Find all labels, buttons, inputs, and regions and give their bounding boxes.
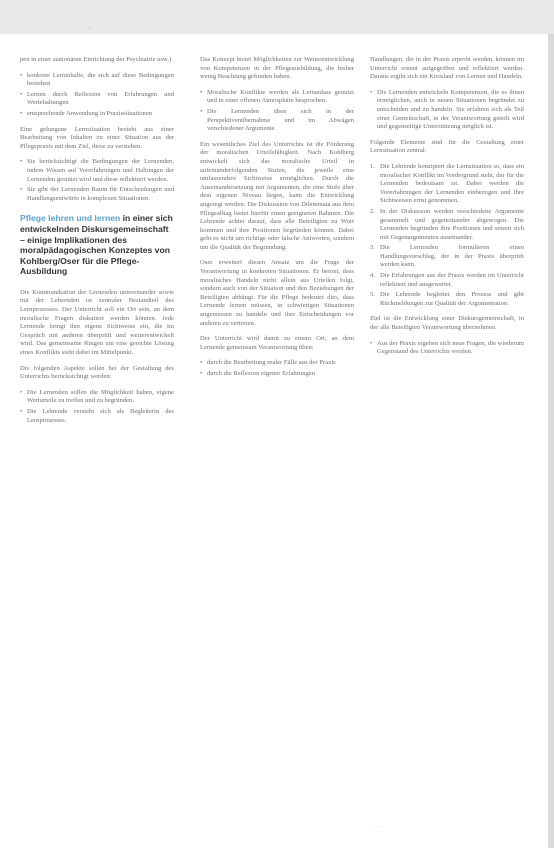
bullet-list bbox=[200, 359, 354, 378]
bullet-list bbox=[370, 340, 524, 357]
bullet-list bbox=[20, 389, 174, 425]
list-item: Die Lehrende konzipiert die Lernsituation so, dass ein moralischer Konflikt im Vordergrund steht, der für die Lernenden bedeutsam ist. Dabei werden die Vorerfahrungen der Lernenden einbezogen und ihre Sichtweisen ernst genommen. bbox=[380, 162, 524, 205]
column-1 bbox=[20, 56, 174, 432]
paragraph: Ziel ist die Entwicklung einer Diskursgemeinschaft, in der alle Beteiligten Verantwortung übernehmen. bbox=[370, 315, 524, 332]
list-item: • Die Lernenden üben sich in der Perspektivenübernahme und im Abwägen verschiedener Argumente. bbox=[207, 108, 354, 134]
page-edge bbox=[548, 34, 554, 848]
bullet-list bbox=[20, 158, 174, 203]
list-item: • Die Lernenden sollen die Möglichkeit haben, eigene Werturteile zu treffen und zu begründen. bbox=[27, 389, 174, 406]
list-item: • Moralische Konflikte werden als Lernanlass genutzt und in einer offenen Atmosphäre besprochen. bbox=[207, 89, 354, 106]
list-item: • Sie gibt der Lernenden Raum für Entscheidungen und Handlungsentwürfe in komplexen Situationen. bbox=[27, 186, 174, 203]
paragraph: Oser erweitert diesen Ansatz um die Frage der Verantwortung in konkreten Situationen. Er betont, dass moralisches Handeln nicht allein aus Urteilen folgt, sondern auch von der Situation und den Beziehungen der Beteiligten abhängt. Für die Pflege bedeutet dies, dass Lernende lernen müssen, in schwierigen Situationen angemessen zu handeln und ihre Entscheidungen vor anderen zu vertreten. bbox=[200, 259, 354, 327]
heading-rest: in einer sich entwickelnden Diskursgemeinschaft – einige Implikationen des moralpädagogischen Konzeptes von Kohlberg/Oser für die Pflege-Ausbildung bbox=[20, 213, 173, 277]
paragraph: Die Kommunikation der Lernenden untereinander sowie mit der Lehrenden ist zentraler Bestandteil des Lernprozesses. Der Unterricht soll ein Ort sein, an dem moralische Fragen diskutiert werden können. Jede Lernende bringt ihre eigene Sichtweise ein, die im Gespräch mit anderen überprüft und weiterentwickelt wird. Das gemeinsame Ringen um eine gerechte Lösung eines Konflikts steht dabei im Mittelpunkt. bbox=[20, 288, 174, 357]
bullet-list bbox=[370, 89, 524, 132]
bullet-list bbox=[20, 72, 174, 119]
list-item: • Aus der Praxis ergeben sich neue Fragen, die wiederum Gegenstand des Unterrichts werden. bbox=[377, 340, 524, 357]
paragraph: Eine gelungene Lernsituation besteht aus einer Bearbeitung von Inhalten zu einer Situation aus der Pflegepraxis mit dem Ziel, diese zu verstehen. bbox=[20, 125, 174, 150]
list-item: Die Lehrende begleitet den Prozess und gibt Rückmeldungen zur Qualität der Argumentation. bbox=[380, 291, 524, 307]
list-item: Die Erfahrungen aus der Praxis werden im Unterricht reflektiert und ausgewertet. bbox=[380, 272, 524, 288]
list-item: • Die Lernenden entwickeln Kompetenzen, die es ihnen ermöglichen, auch in neuen Situationen begründet zu entscheiden und zu handeln. Sie erfahren sich als Teil einer Gemeinschaft, in der Verantwortung geteilt wird und gegenseitige Unterstützung möglich ist. bbox=[377, 89, 524, 132]
paragraph: Ein wesentliches Ziel des Unterrichts ist die Förderung der moralischen Urteilsfähigkeit. Nach Kohlberg entwickelt sich das moralische Urteil in aufeinanderfolgenden Stufen, die jeweils eine umfassendere Sichtweise ermöglichen. Durch die Auseinandersetzung mit Argumenten, die eine Stufe über dem eigenen Niveau liegen, kann die Entwicklung angeregt werden. Die Diskussion von Dilemmata aus dem Pflegealltag bietet hierfür einen geeigneten Rahmen. Die Lehrende achtet darauf, dass alle Beteiligten zu Wort kommen und ihre Positionen begründen können. Dabei geht es nicht um richtige oder falsche Antworten, sondern um die Qualität der Begründung. bbox=[200, 140, 354, 251]
paragraph: Der Unterricht wird damit zu einem Ort, an dem Lernende gemeinsam Verantwortung üben: bbox=[200, 335, 354, 351]
paragraph: Folgende Elemente sind für die Gestaltung einer Lernsituation zentral: bbox=[370, 138, 524, 155]
column-3 bbox=[370, 56, 524, 364]
list-item: • Die Lehrende versteht sich als Begleiterin des Lernprozesses. bbox=[27, 408, 174, 425]
heading-highlight: Pflege lehren und lernen bbox=[20, 213, 121, 224]
numbered-list bbox=[370, 163, 524, 309]
list-item: • durch die Reflexion eigener Erfahrungen bbox=[207, 370, 354, 379]
list-item: In der Diskussion werden verschiedene Argumente gesammelt und gegeneinander abgewogen. Die Lernenden begründen ihre Positionen und setzen sich mit Gegenargumenten auseinander. bbox=[380, 207, 524, 241]
paragraph: pen in einer stationären Einrichtung der Psychiatrie usw.) bbox=[20, 56, 172, 63]
list-item: Die Lernenden formulieren einen Handlungsvorschlag, der in der Praxis überprüft werden kann. bbox=[380, 244, 524, 269]
list-item: • Lernen durch Reflexion von Erfahrungen und Wertehaltungen bbox=[27, 91, 174, 108]
bullet-list bbox=[200, 89, 354, 134]
paragraph: Die folgenden Aspekte sollen bei der Gestaltung des Unterrichts berücksichtigt werden: bbox=[20, 364, 174, 381]
list-item: • durch die Bearbeitung realer Fälle aus der Praxis bbox=[207, 359, 354, 368]
column-2 bbox=[200, 56, 354, 386]
page-footer: · · · bbox=[372, 824, 382, 830]
header-mark: · bbox=[88, 24, 91, 33]
paragraph: Das Konzept bietet Möglichkeiten zur Weiterentwicklung von Kompetenzen in der Pflegeausbildung, die bisher wenig Beachtung gefunden haben. bbox=[200, 56, 354, 81]
list-item: • Sie berücksichtigt die Bedingungen der Lernenden, indem Wissen auf Vorerfahrungen und Haltungen der Lernenden gestützt wird und diese reflektiert werden. bbox=[27, 158, 174, 184]
section-heading bbox=[20, 213, 174, 277]
top-bar bbox=[0, 0, 554, 34]
list-item: • konkrete Lerninhalte, die sich auf diese Bedingungen beziehen bbox=[27, 72, 174, 89]
list-item: • entsprechende Anwendung in Praxissituationen bbox=[27, 110, 174, 119]
paragraph: Handlungen, die in der Praxis erprobt werden, können im Unterricht erneut aufgegriffen und reflektiert werden. Daraus ergibt sich ein Kreislauf von Lernen und Handeln. bbox=[370, 56, 524, 81]
